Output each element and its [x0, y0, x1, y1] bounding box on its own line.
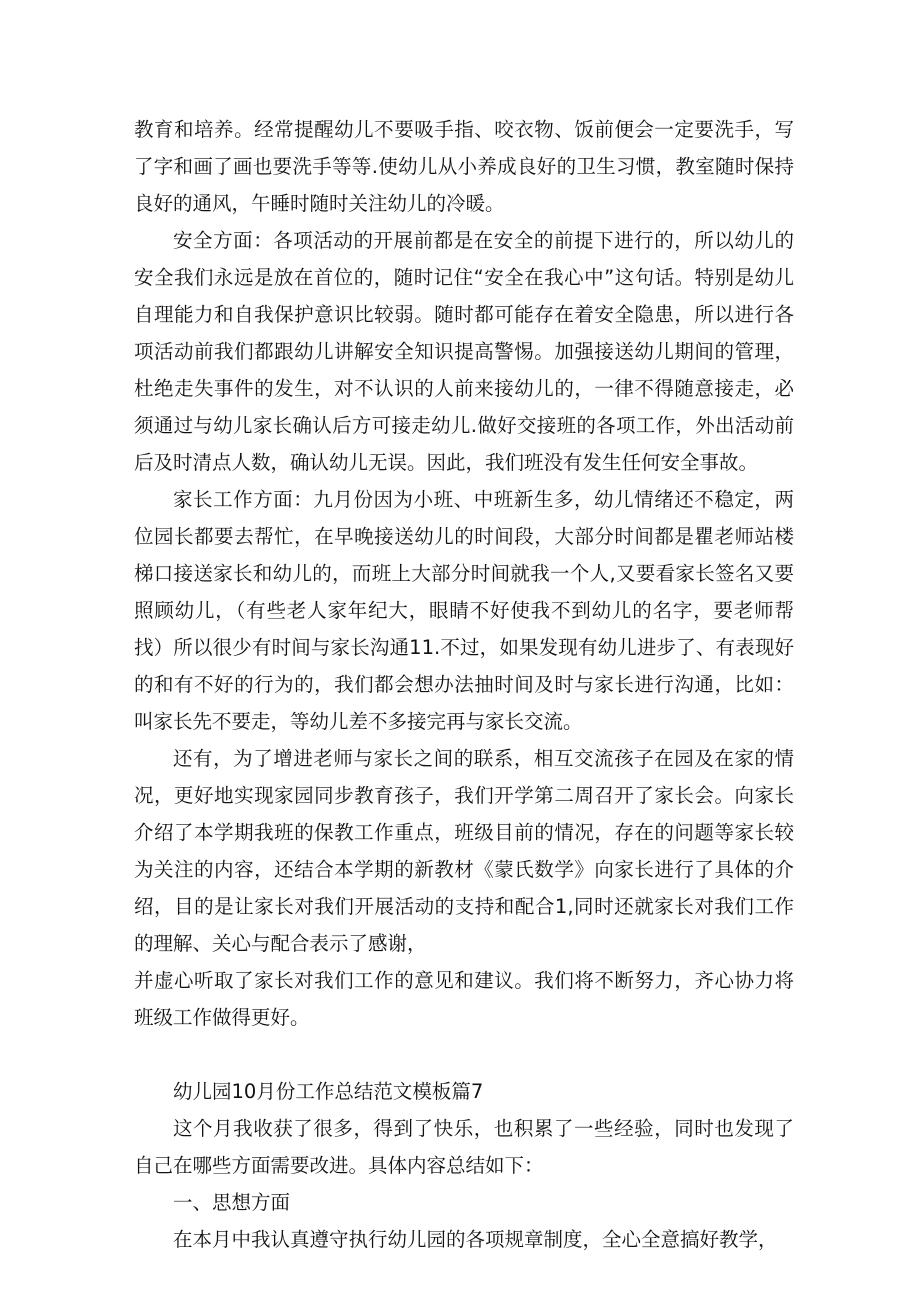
document-body	[134, 111, 794, 1258]
paragraph-parent-meeting: 还有，为了增进老师与家长之间的联系，相互交流孩子在园及在家的情况，更好地实现家园同步教育孩子，我们开学第二周召开了家长会。向家长介绍了本学期我班的保教工作重点，班级目前的情况，存在的问题等家长较为关注的内容，还结合本学期的新教材《蒙氏数学》向家长进行了具体的介绍，目的是让家长对我们开展活动的支持和配合1,同时还就家长对我们工作的理解、关心与配合表示了感谢，	[134, 747, 794, 955]
paragraph-safety: 安全方面：各项活动的开展前都是在安全的前提下进行的，所以幼儿的安全我们永远是放在首位的，随时记住“安全在我心中”这句话。特别是幼儿自理能力和自我保护意识比较弱。随时都可能存在着安全隐患，所以进行各项活动前我们都跟幼儿讲解安全知识提高警惕。加强接送幼儿期间的管理，杜绝走失事件的发生，对不认识的人前来接幼儿的，一律不得随意接走，必须通过与幼儿家长确认后方可接走幼儿.做好交接班的各项工作，外出活动前后及时清点人数，确认幼儿无误。因此，我们班没有发生任何安全事故。	[134, 229, 794, 474]
paragraph-rules: 在本月中我认真遵守执行幼儿园的各项规章制度，全心全意搞好教学，	[173, 1228, 778, 1251]
paragraph-parent-work: 家长工作方面：九月份因为小班、中班新生多，幼儿情绪还不稳定，两位园长都要去帮忙，在早晚接送幼儿的时间段，大部分时间都是瞿老师站楼梯口接送家长和幼儿的，而班上大部分时间就我一个人,又要看家长签名又要照顾幼儿，（有些老人家年纪大，眼睛不好使我不到幼儿的名字，要老师帮找）所以很少有时间与家长沟通11.不过，如果发现有幼儿进步了、有表现好的和有不好的行为的，我们都会想办法抽时间及时与家长进行沟通，比如：叫家长先不要走，等幼儿差不多接完再与家长交流。	[134, 488, 794, 733]
paragraph-closing: 并虚心听取了家长对我们工作的意见和建议。我们将不断努力，齐心协力将班级工作做得更好。	[134, 969, 794, 1029]
section-title: 幼儿园10月份工作总结范文模板篇7	[173, 1080, 484, 1103]
subheading-thought: 一、思想方面	[173, 1191, 291, 1214]
paragraph-intro: 这个月我收获了很多，得到了快乐，也积累了一些经验，同时也发现了自己在哪些方面需要改进。具体内容总结如下：	[134, 1117, 794, 1177]
blank-line	[134, 1036, 794, 1073]
paragraph-hygiene: 教育和培养。经常提醒幼儿不要吸手指、咬衣物、饭前便会一定要洗手，写了字和画了画也要洗手等等.使幼儿从小养成良好的卫生习惯，教室随时保持良好的通风，午睡时随时关注幼儿的冷暖。	[134, 118, 794, 215]
